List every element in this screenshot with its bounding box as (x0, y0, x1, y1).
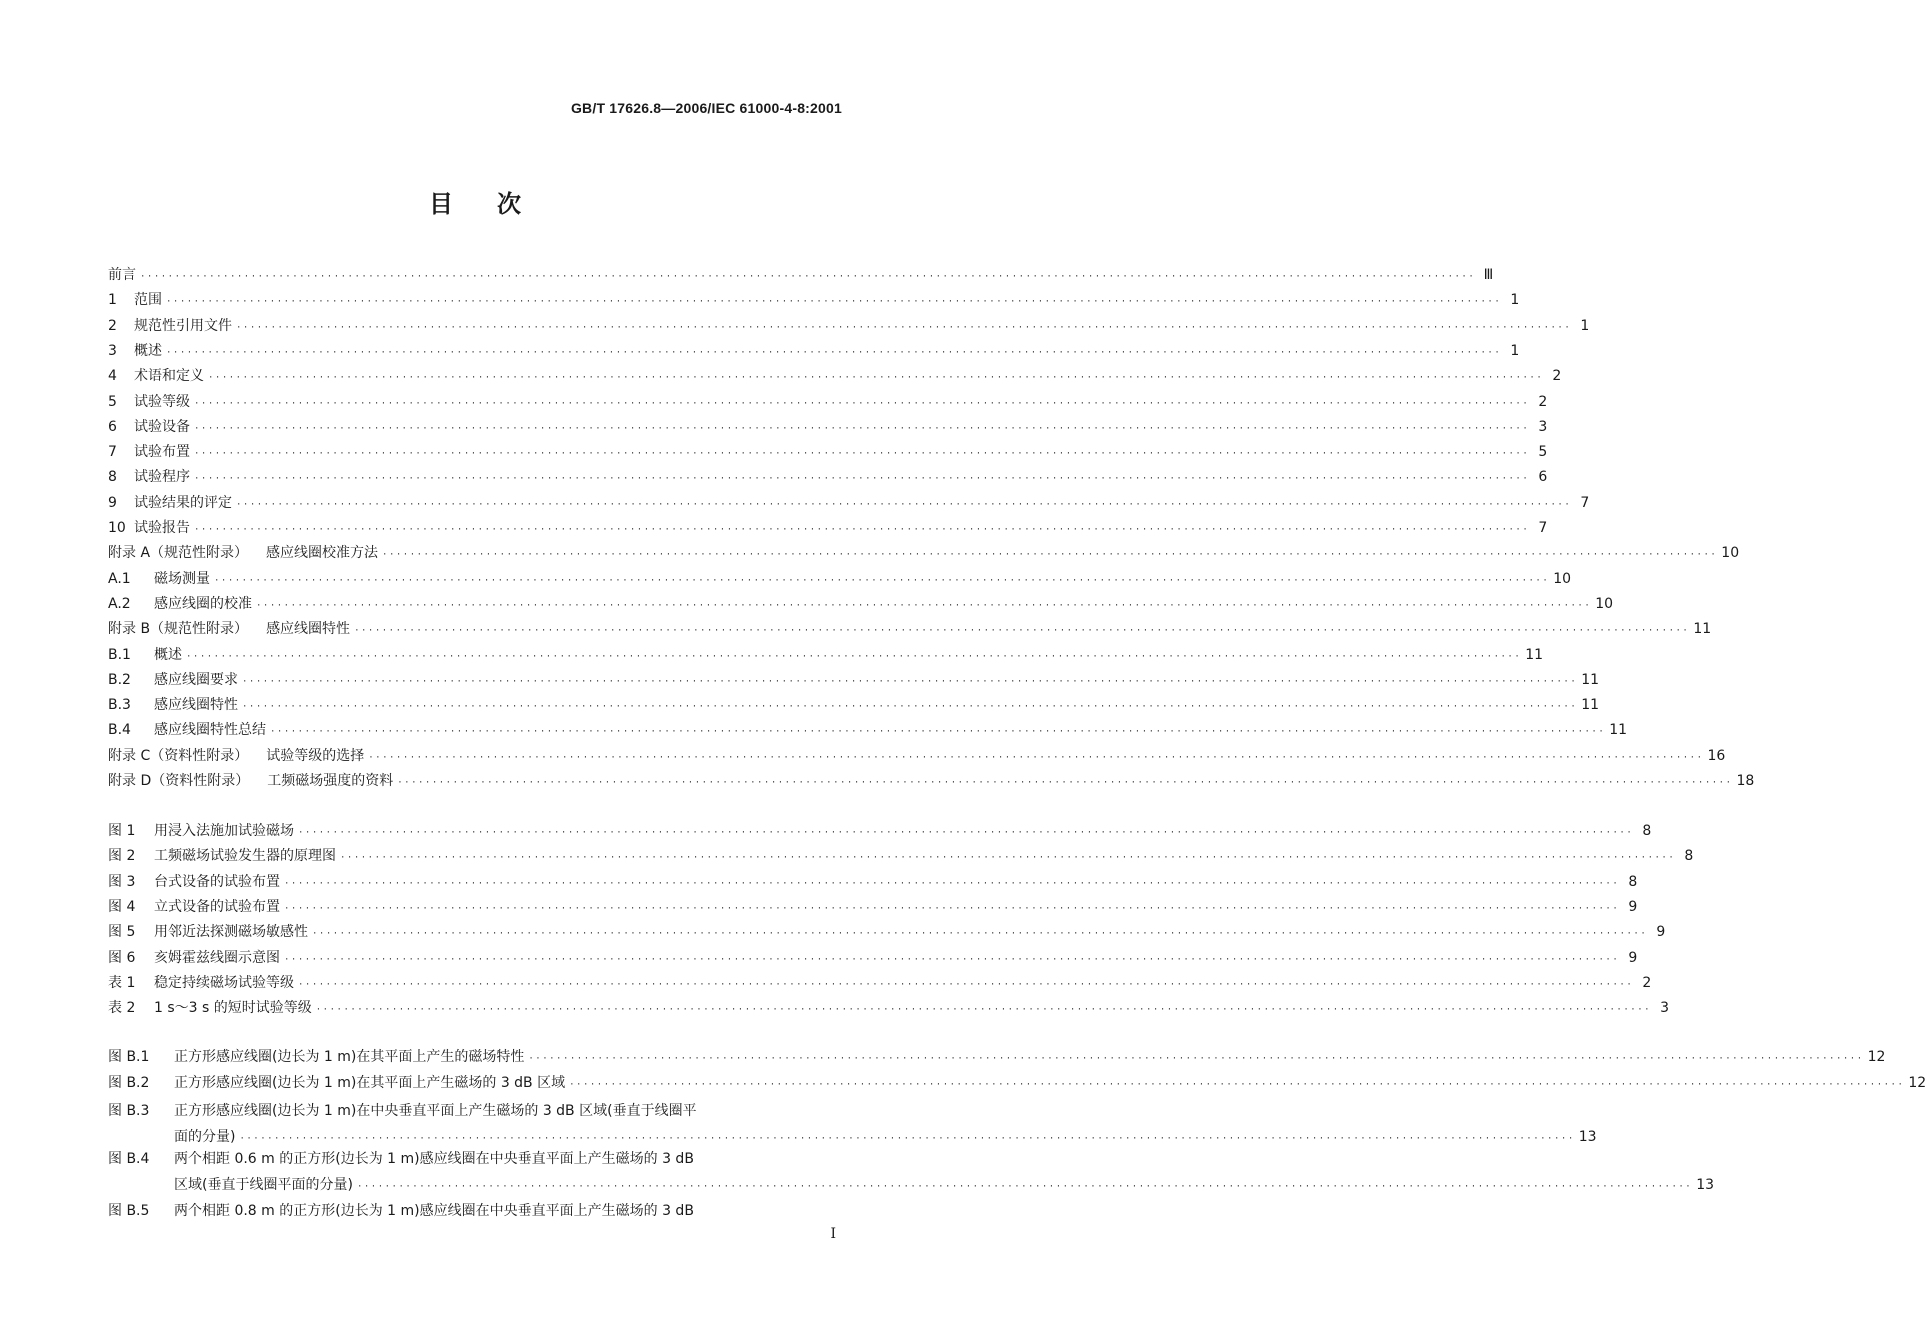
entry-number: 7 (108, 444, 117, 461)
toc-entry[interactable] (108, 416, 1548, 436)
entry-number: 图 B.5 (108, 1203, 150, 1219)
toc-entry[interactable] (108, 264, 1494, 284)
entry-number: 附录 B（规范性附录） (108, 621, 249, 638)
entry-number: A.2 (108, 595, 131, 612)
dot-leader: ································································································································································································· (312, 929, 1648, 940)
entry-number: 9 (108, 494, 117, 511)
dot-leader: ································································································································································································· (236, 322, 1572, 333)
entry-page: 16 (1707, 747, 1726, 764)
entry-number: 附录 D（资料性附录） (108, 773, 250, 789)
dot-leader: ································································································································································································· (140, 272, 1476, 282)
dot-leader: ································································································································································································· (270, 727, 1606, 738)
entry-page: 11 (1609, 722, 1628, 739)
annex-figure-entry[interactable] (108, 1072, 1926, 1092)
entry-page: 8 (1684, 848, 1694, 865)
entry-page: 11 (1693, 621, 1712, 638)
toc-entry[interactable] (108, 315, 1590, 335)
entry-number: 5 (108, 393, 117, 410)
entry-page: 10 (1553, 570, 1572, 587)
figure-entry[interactable] (108, 871, 1638, 891)
toc-entry[interactable] (108, 745, 1726, 765)
dot-leader: ································································································································································································· (569, 1080, 1905, 1090)
entry-page: 8 (1628, 873, 1638, 890)
entry-title: 正方形感应线圈(边长为 1 m)在其平面上产生磁场的 3 dB 区域 (174, 1075, 566, 1091)
entry-number: 图 4 (108, 898, 136, 915)
entry-page: 12 (1908, 1075, 1926, 1091)
entry-page: 13 (1578, 1129, 1597, 1145)
standard-header: GB/T 17626.8—2006/IEC 61000-4-8:2001 (570, 100, 842, 116)
entry-page: 1 (1510, 292, 1520, 309)
dot-leader: ································································································································································································· (242, 676, 1578, 687)
figure-entry[interactable] (108, 820, 1652, 840)
entry-title: 感应线圈校准方法 (266, 545, 379, 562)
toc-entry[interactable] (108, 542, 1740, 562)
toc-entry[interactable] (108, 517, 1548, 537)
entry-page: 7 (1580, 494, 1590, 511)
toc-entry[interactable] (108, 719, 1628, 739)
entry-title: 试验等级的选择 (266, 747, 365, 764)
entry-title: 试验布置 (134, 444, 190, 461)
entry-number: B.2 (108, 671, 131, 688)
dot-leader: ································································································································································································· (186, 651, 1522, 662)
figure-title-line: 正方形感应线圈(边长为 1 m)在中央垂直平面上产生磁场的 3 dB 区域(垂直于线圈平 (174, 1103, 697, 1119)
entry-page: 2 (1538, 393, 1548, 410)
entry-page: 6 (1538, 469, 1548, 486)
annex-figure-entry[interactable] (108, 1046, 1886, 1066)
entry-page: 12 (1867, 1049, 1886, 1065)
entry-number: 4 (108, 368, 117, 385)
entry-title: 磁场测量 (154, 570, 210, 587)
dot-leader: ································································································································································································· (340, 853, 1676, 864)
figure-entry[interactable] (108, 997, 1670, 1017)
entry-title: 工频磁场强度的资料 (267, 773, 394, 789)
toc-entry[interactable] (108, 694, 1600, 714)
entry-title: 用浸入法施加试验磁场 (154, 823, 294, 839)
entry-page: 10 (1595, 595, 1614, 612)
entry-number: 附录 A（规范性附录） (108, 545, 249, 562)
entry-title: 概述 (134, 342, 162, 359)
toc-entry[interactable] (108, 568, 1572, 588)
dot-leader: ································································································································································································· (315, 1005, 1652, 1016)
entry-title: 概述 (154, 646, 182, 663)
entry-page: 11 (1581, 697, 1600, 714)
figure-entry[interactable] (108, 896, 1638, 916)
dot-leader: ································································································································································································· (194, 398, 1530, 409)
dot-leader: ································································································································································································· (256, 600, 1592, 611)
toc-entry[interactable] (108, 365, 1562, 385)
dot-leader: ································································································································································································· (194, 525, 1530, 535)
entry-page: 5 (1538, 444, 1548, 461)
dot-leader: ································································································································································································· (194, 474, 1530, 485)
entry-page: 10 (1721, 545, 1740, 562)
dot-leader: ································································································································································································· (166, 347, 1502, 358)
dot-leader: ································································································································································································· (166, 297, 1502, 308)
entry-number: 图 1 (108, 823, 136, 839)
entry-title: 感应线圈要求 (154, 671, 238, 688)
entry-number: 附录 C（资料性附录） (108, 747, 249, 764)
entry-number: 3 (108, 342, 117, 359)
entry-number: 6 (108, 418, 117, 435)
entry-page: 13 (1696, 1177, 1715, 1193)
toc-entry[interactable] (108, 340, 1520, 360)
entry-page: 11 (1525, 646, 1544, 663)
toc-entry[interactable] (108, 466, 1548, 486)
dot-leader: ································································································································································································· (528, 1054, 1864, 1064)
entry-page: 9 (1628, 949, 1638, 966)
entry-title: 用邻近法探测磁场敏感性 (154, 924, 308, 941)
entry-number: 图 B.3 (108, 1103, 150, 1119)
dot-leader: ································································································································································································· (368, 752, 1704, 763)
entry-title: 试验程序 (134, 469, 190, 486)
dot-leader: ································································································································································································· (242, 702, 1578, 713)
entry-number: 10 (108, 520, 126, 536)
page-number: I (830, 1226, 836, 1242)
entry-number: 图 B.2 (108, 1075, 150, 1091)
entry-title: 感应线圈的校准 (154, 595, 252, 612)
entry-page: 1 (1580, 317, 1590, 334)
toc-entry[interactable] (108, 289, 1520, 309)
entry-title: 两个相距 0.8 m 的正方形(边长为 1 m)感应线圈在中央垂直平面上产生磁场的 3 dB (174, 1203, 694, 1219)
toc-entry[interactable] (108, 441, 1548, 461)
entry-page: 8 (1642, 823, 1652, 839)
dot-leader: ································································································································································································· (284, 903, 1620, 914)
entry-page: 7 (1538, 520, 1548, 536)
entry-number: B.1 (108, 646, 131, 663)
annex-figure-entry[interactable] (174, 1174, 1715, 1194)
figure-title-line: 两个相距 0.6 m 的正方形(边长为 1 m)感应线圈在中央垂直平面上产生磁场的 3 dB (174, 1151, 694, 1167)
dot-leader: ································································································································································································· (298, 979, 1634, 990)
entry-title: 正方形感应线圈(边长为 1 m)在其平面上产生的磁场特性 (174, 1049, 525, 1065)
entry-number: 图 B.1 (108, 1049, 150, 1065)
entry-number: A.1 (108, 570, 131, 587)
entry-title: 试验报告 (134, 520, 190, 536)
dot-leader: ································································································································································································· (194, 423, 1530, 434)
entry-page: 2 (1552, 368, 1562, 385)
dot-leader: ································································································································································································· (236, 499, 1572, 510)
entry-title: 亥姆霍兹线圈示意图 (154, 949, 280, 966)
entry-title: 台式设备的试验布置 (154, 873, 280, 890)
figure-entry[interactable] (108, 972, 1652, 992)
entry-page: 9 (1628, 898, 1638, 915)
entry-title: 前言 (108, 267, 136, 283)
entry-number: 2 (108, 317, 117, 334)
toc-entry[interactable] (108, 391, 1548, 411)
toc-entry[interactable] (108, 492, 1590, 512)
entry-title: 感应线圈特性 (154, 697, 238, 714)
entry-page: 3 (1538, 418, 1548, 435)
entry-page: 1 (1510, 342, 1520, 359)
dot-leader: ································································································································································································· (284, 878, 1620, 889)
entry-title: 立式设备的试验布置 (154, 898, 280, 915)
entry-number: 图 5 (108, 924, 136, 941)
figure-entry[interactable] (108, 921, 1666, 941)
entry-page: 18 (1736, 773, 1755, 789)
dot-leader: ································································································································································································· (284, 954, 1620, 965)
toc-entry[interactable] (108, 593, 1614, 613)
entry-title: 工频磁场试验发生器的原理图 (154, 848, 336, 865)
toc-entry[interactable] (108, 669, 1600, 689)
entry-page: Ⅲ (1483, 267, 1494, 283)
toc-entry[interactable] (108, 618, 1712, 638)
entry-title: 感应线圈特性总结 (154, 722, 266, 739)
entry-title: 稳定持续磁场试验等级 (154, 974, 294, 991)
entry-number: 1 (108, 292, 117, 309)
dot-leader: ································································································································································································· (239, 1134, 1575, 1144)
entry-number: B.3 (108, 697, 131, 714)
entry-title: 规范性引用文件 (134, 317, 232, 334)
page-title: 目次 (429, 189, 565, 218)
entry-number: 表 1 (108, 974, 136, 991)
entry-number: B.4 (108, 722, 131, 739)
dot-leader: ································································································································································································· (382, 550, 1718, 561)
entry-title: 面的分量) (174, 1129, 236, 1145)
figure-entry[interactable] (108, 947, 1638, 967)
entry-page: 2 (1642, 974, 1652, 991)
entry-number: 图 2 (108, 848, 136, 865)
entry-number: 8 (108, 469, 117, 486)
dot-leader: ································································································································································································· (356, 1182, 1693, 1192)
annex-figure-entry[interactable] (174, 1126, 1597, 1146)
entry-title: 试验设备 (134, 418, 190, 435)
dot-leader: ································································································································································································· (194, 449, 1530, 460)
entry-number: 图 6 (108, 949, 136, 966)
dot-leader: ································································································································································································· (208, 373, 1544, 384)
entry-title: 试验等级 (134, 393, 190, 410)
entry-number: 图 B.4 (108, 1151, 150, 1167)
entry-number: 图 3 (108, 873, 136, 890)
entry-page: 9 (1656, 924, 1666, 941)
dot-leader: ································································································································································································· (354, 626, 1690, 637)
entry-title: 试验结果的评定 (134, 494, 232, 511)
toc-entry[interactable] (108, 644, 1544, 664)
entry-title: 区域(垂直于线圈平面的分量) (174, 1177, 353, 1193)
entry-title: 1 s～3 s 的短时试验等级 (154, 1000, 312, 1017)
toc-entry[interactable] (108, 770, 1755, 790)
entry-page: 11 (1581, 671, 1600, 688)
dot-leader: ································································································································································································· (397, 778, 1733, 788)
entry-title: 范围 (134, 292, 162, 309)
entry-page: 3 (1660, 1000, 1670, 1017)
dot-leader: ································································································································································································· (298, 828, 1634, 838)
figure-entry[interactable] (108, 845, 1694, 865)
entry-title: 感应线圈特性 (266, 621, 351, 638)
dot-leader: ································································································································································································· (214, 575, 1550, 586)
entry-number: 表 2 (108, 1000, 136, 1017)
entry-title: 术语和定义 (134, 368, 204, 385)
